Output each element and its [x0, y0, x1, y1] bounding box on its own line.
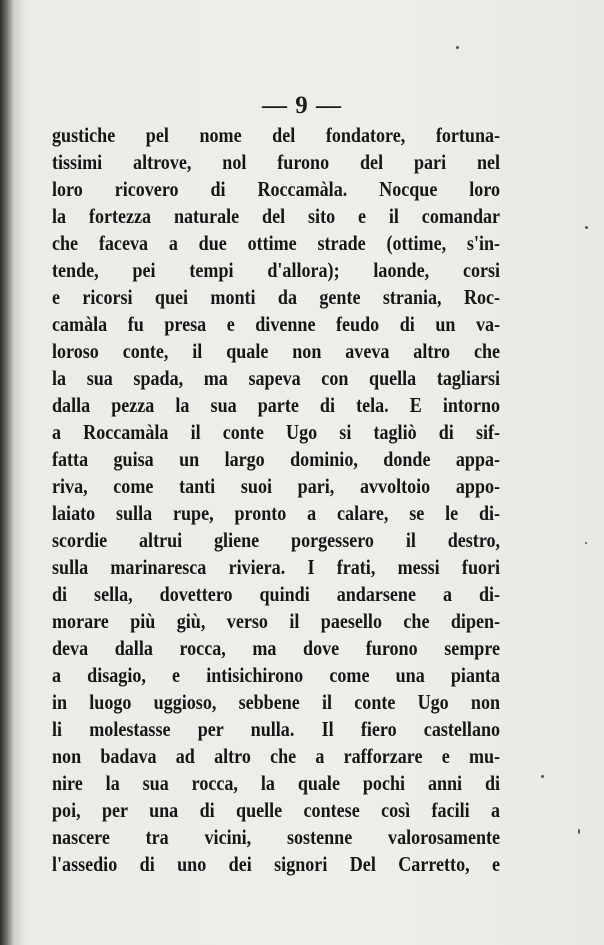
- text-line: camàla fu presa e divenne feudo di un va-: [52, 312, 501, 336]
- text-line: deva dalla rocca, ma dove furono sempre: [52, 636, 501, 660]
- text-line: li molestasse per nulla. Il fiero castellano: [52, 717, 501, 741]
- text-line: l'assedio di uno dei signori Del Carretto, e: [52, 852, 501, 876]
- text-line: la fortezza naturale del sito e il comandar: [52, 204, 501, 228]
- page-number: — 9 —: [262, 92, 342, 119]
- text-line: fatta guisa un largo dominio, donde appa-: [52, 447, 501, 471]
- text-line: morare più giù, verso il paesello che dipen-: [52, 609, 501, 633]
- text-line: sulla marinaresca riviera. I frati, messi fuori: [52, 555, 501, 579]
- text-line: nire la sua rocca, la quale pochi anni di: [52, 771, 501, 795]
- text-line: nascere tra vicini, sostenne valorosamente: [52, 825, 501, 849]
- ink-speck: [578, 829, 580, 834]
- text-line: la sua spada, ma sapeva con quella tagliarsi: [52, 366, 501, 390]
- text-line: non badava ad altro che a rafforzare e mu-: [52, 744, 501, 768]
- text-line: poi, per una di quelle contese così facili a: [52, 798, 501, 822]
- ink-speck: [456, 46, 459, 49]
- text-line: scordie altrui gliene porgessero il destro,: [52, 528, 501, 552]
- text-line: riva, come tanti suoi pari, avvoltoio appo-: [52, 474, 501, 498]
- text-line: a Roccamàla il conte Ugo si tagliò di sif-: [52, 420, 501, 444]
- text-line: loro ricovero di Roccamàla. Nocque loro: [52, 177, 501, 201]
- ink-speck: [585, 542, 587, 544]
- text-line: tende, pei tempi d'allora); laonde, corsi: [52, 258, 501, 282]
- page-body-text: [52, 122, 501, 878]
- text-line: gustiche pel nome del fondatore, fortuna-: [52, 123, 501, 147]
- text-line: in luogo uggioso, sebbene il conte Ugo non: [52, 690, 501, 714]
- text-line: dalla pezza la sua parte di tela. E intorno: [52, 393, 501, 417]
- text-line: tissimi altrove, nol furono del pari nel: [52, 150, 501, 174]
- text-line: a disagio, e intisichirono come una pianta: [52, 663, 501, 687]
- ink-speck: [585, 226, 588, 229]
- text-line: loroso conte, il quale non aveva altro che: [52, 339, 501, 363]
- text-line: che faceva a due ottime strade (ottime, s'in-: [52, 231, 501, 255]
- text-line: di sella, dovettero quindi andarsene a di-: [52, 582, 501, 606]
- ink-speck: [541, 775, 544, 778]
- text-line: laiato sulla rupe, pronto a calare, se le di-: [52, 501, 501, 525]
- text-line: e ricorsi quei monti da gente strania, Roc-: [52, 285, 501, 309]
